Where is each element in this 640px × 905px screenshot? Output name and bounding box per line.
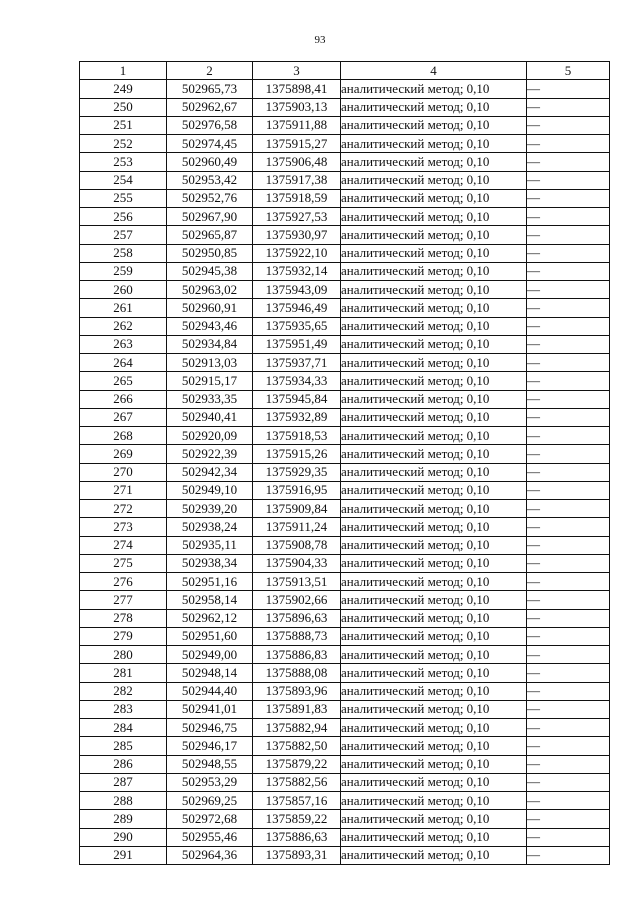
point-number-cell: 270: [80, 463, 167, 481]
coord-y-cell: 1375859,22: [253, 810, 341, 828]
method-accuracy-cell: аналитический метод; 0,10: [341, 554, 527, 572]
point-number-cell: 263: [80, 335, 167, 353]
note-cell: —: [527, 354, 610, 372]
method-accuracy-cell: аналитический метод; 0,10: [341, 171, 527, 189]
table-row: [80, 810, 610, 828]
table-row: [80, 390, 610, 408]
coord-y-cell: 1375918,53: [253, 427, 341, 445]
coord-y-cell: 1375916,95: [253, 481, 341, 499]
table-row: [80, 609, 610, 627]
coord-x-cell: 502972,68: [167, 810, 253, 828]
note-cell: —: [527, 189, 610, 207]
coord-y-cell: 1375943,09: [253, 281, 341, 299]
point-number-cell: 277: [80, 591, 167, 609]
header-cell-2: 2: [167, 62, 253, 80]
coord-x-cell: 502960,49: [167, 153, 253, 171]
table-row: [80, 846, 610, 864]
table-row: [80, 208, 610, 226]
coord-x-cell: 502934,84: [167, 335, 253, 353]
coord-y-cell: 1375922,10: [253, 244, 341, 262]
method-accuracy-cell: аналитический метод; 0,10: [341, 828, 527, 846]
note-cell: —: [527, 98, 610, 116]
point-number-cell: 289: [80, 810, 167, 828]
point-number-cell: 255: [80, 189, 167, 207]
point-number-cell: 283: [80, 700, 167, 718]
coord-x-cell: 502965,73: [167, 80, 253, 98]
note-cell: —: [527, 773, 610, 791]
method-accuracy-cell: аналитический метод; 0,10: [341, 773, 527, 791]
table-row: [80, 627, 610, 645]
coord-x-cell: 502915,17: [167, 372, 253, 390]
coord-y-cell: 1375893,31: [253, 846, 341, 864]
note-cell: —: [527, 664, 610, 682]
table-row: [80, 262, 610, 280]
method-accuracy-cell: аналитический метод; 0,10: [341, 646, 527, 664]
method-accuracy-cell: аналитический метод; 0,10: [341, 354, 527, 372]
note-cell: —: [527, 737, 610, 755]
method-accuracy-cell: аналитический метод; 0,10: [341, 335, 527, 353]
note-cell: —: [527, 646, 610, 664]
table-row: [80, 536, 610, 554]
coord-y-cell: 1375932,89: [253, 408, 341, 426]
coord-x-cell: 502922,39: [167, 445, 253, 463]
point-number-cell: 267: [80, 408, 167, 426]
coord-x-cell: 502953,29: [167, 773, 253, 791]
coord-x-cell: 502946,75: [167, 719, 253, 737]
note-cell: —: [527, 408, 610, 426]
coord-y-cell: 1375913,51: [253, 573, 341, 591]
point-number-cell: 280: [80, 646, 167, 664]
table-row: [80, 573, 610, 591]
note-cell: —: [527, 846, 610, 864]
method-accuracy-cell: аналитический метод; 0,10: [341, 299, 527, 317]
coord-y-cell: 1375909,84: [253, 500, 341, 518]
table-row: [80, 153, 610, 171]
coord-x-cell: 502969,25: [167, 792, 253, 810]
coord-x-cell: 502958,14: [167, 591, 253, 609]
method-accuracy-cell: аналитический метод; 0,10: [341, 463, 527, 481]
table-row: [80, 98, 610, 116]
note-cell: —: [527, 719, 610, 737]
point-number-cell: 254: [80, 171, 167, 189]
coord-y-cell: 1375945,84: [253, 390, 341, 408]
method-accuracy-cell: аналитический метод; 0,10: [341, 719, 527, 737]
method-accuracy-cell: аналитический метод; 0,10: [341, 116, 527, 134]
note-cell: —: [527, 518, 610, 536]
method-accuracy-cell: аналитический метод; 0,10: [341, 445, 527, 463]
coord-y-cell: 1375896,63: [253, 609, 341, 627]
coord-y-cell: 1375879,22: [253, 755, 341, 773]
point-number-cell: 291: [80, 846, 167, 864]
note-cell: —: [527, 116, 610, 134]
coord-y-cell: 1375891,83: [253, 700, 341, 718]
coord-y-cell: 1375930,97: [253, 226, 341, 244]
note-cell: —: [527, 536, 610, 554]
coord-x-cell: 502955,46: [167, 828, 253, 846]
point-number-cell: 278: [80, 609, 167, 627]
note-cell: —: [527, 226, 610, 244]
method-accuracy-cell: аналитический метод; 0,10: [341, 846, 527, 864]
coord-y-cell: 1375886,63: [253, 828, 341, 846]
point-number-cell: 273: [80, 518, 167, 536]
coord-x-cell: 502963,02: [167, 281, 253, 299]
method-accuracy-cell: аналитический метод; 0,10: [341, 609, 527, 627]
table-row: [80, 591, 610, 609]
point-number-cell: 269: [80, 445, 167, 463]
point-number-cell: 265: [80, 372, 167, 390]
point-number-cell: 251: [80, 116, 167, 134]
method-accuracy-cell: аналитический метод; 0,10: [341, 737, 527, 755]
method-accuracy-cell: аналитический метод; 0,10: [341, 627, 527, 645]
point-number-cell: 272: [80, 500, 167, 518]
coord-y-cell: 1375932,14: [253, 262, 341, 280]
page-number: 93: [314, 34, 326, 46]
header-cell-5: 5: [527, 62, 610, 80]
method-accuracy-cell: аналитический метод; 0,10: [341, 244, 527, 262]
table-row: [80, 737, 610, 755]
note-cell: —: [527, 262, 610, 280]
coord-x-cell: 502962,67: [167, 98, 253, 116]
point-number-cell: 290: [80, 828, 167, 846]
note-cell: —: [527, 317, 610, 335]
method-accuracy-cell: аналитический метод; 0,10: [341, 262, 527, 280]
note-cell: —: [527, 810, 610, 828]
point-number-cell: 262: [80, 317, 167, 335]
method-accuracy-cell: аналитический метод; 0,10: [341, 226, 527, 244]
note-cell: —: [527, 591, 610, 609]
method-accuracy-cell: аналитический метод; 0,10: [341, 372, 527, 390]
coord-y-cell: 1375893,96: [253, 682, 341, 700]
method-accuracy-cell: аналитический метод; 0,10: [341, 281, 527, 299]
note-cell: —: [527, 335, 610, 353]
note-cell: —: [527, 171, 610, 189]
note-cell: —: [527, 627, 610, 645]
method-accuracy-cell: аналитический метод; 0,10: [341, 208, 527, 226]
table-row: [80, 135, 610, 153]
method-accuracy-cell: аналитический метод; 0,10: [341, 317, 527, 335]
coord-y-cell: 1375886,83: [253, 646, 341, 664]
method-accuracy-cell: аналитический метод; 0,10: [341, 98, 527, 116]
coord-x-cell: 502939,20: [167, 500, 253, 518]
point-number-cell: 288: [80, 792, 167, 810]
coord-x-cell: 502938,34: [167, 554, 253, 572]
note-cell: —: [527, 554, 610, 572]
table-row: [80, 335, 610, 353]
coord-x-cell: 502962,12: [167, 609, 253, 627]
coord-y-cell: 1375935,65: [253, 317, 341, 335]
coord-x-cell: 502951,16: [167, 573, 253, 591]
table-row: [80, 244, 610, 262]
point-number-cell: 287: [80, 773, 167, 791]
table-row: [80, 719, 610, 737]
note-cell: —: [527, 390, 610, 408]
table-row: [80, 317, 610, 335]
table-row: [80, 700, 610, 718]
table-row: [80, 445, 610, 463]
point-number-cell: 286: [80, 755, 167, 773]
table-row: [80, 682, 610, 700]
coord-x-cell: 502976,58: [167, 116, 253, 134]
point-number-cell: 271: [80, 481, 167, 499]
coordinates-table: [79, 61, 610, 865]
point-number-cell: 260: [80, 281, 167, 299]
method-accuracy-cell: аналитический метод; 0,10: [341, 481, 527, 499]
coord-x-cell: 502949,00: [167, 646, 253, 664]
note-cell: —: [527, 500, 610, 518]
note-cell: —: [527, 80, 610, 98]
coord-x-cell: 502920,09: [167, 427, 253, 445]
coord-y-cell: 1375902,66: [253, 591, 341, 609]
note-cell: —: [527, 372, 610, 390]
note-cell: —: [527, 609, 610, 627]
coord-x-cell: 502913,03: [167, 354, 253, 372]
point-number-cell: 252: [80, 135, 167, 153]
coord-x-cell: 502935,11: [167, 536, 253, 554]
point-number-cell: 257: [80, 226, 167, 244]
note-cell: —: [527, 700, 610, 718]
table-row: [80, 773, 610, 791]
table-row: [80, 792, 610, 810]
table-row: [80, 354, 610, 372]
coord-x-cell: 502940,41: [167, 408, 253, 426]
table-row: [80, 281, 610, 299]
table-row: [80, 664, 610, 682]
coord-y-cell: 1375911,88: [253, 116, 341, 134]
coord-x-cell: 502952,76: [167, 189, 253, 207]
coord-x-cell: 502965,87: [167, 226, 253, 244]
coord-x-cell: 502950,85: [167, 244, 253, 262]
table-row: [80, 116, 610, 134]
method-accuracy-cell: аналитический метод; 0,10: [341, 189, 527, 207]
note-cell: —: [527, 463, 610, 481]
coord-y-cell: 1375882,56: [253, 773, 341, 791]
method-accuracy-cell: аналитический метод; 0,10: [341, 153, 527, 171]
coord-y-cell: 1375857,16: [253, 792, 341, 810]
note-cell: —: [527, 153, 610, 171]
coord-y-cell: 1375946,49: [253, 299, 341, 317]
coord-y-cell: 1375888,73: [253, 627, 341, 645]
note-cell: —: [527, 244, 610, 262]
coord-y-cell: 1375882,94: [253, 719, 341, 737]
coord-x-cell: 502951,60: [167, 627, 253, 645]
coord-x-cell: 502942,34: [167, 463, 253, 481]
method-accuracy-cell: аналитический метод; 0,10: [341, 536, 527, 554]
point-number-cell: 284: [80, 719, 167, 737]
note-cell: —: [527, 135, 610, 153]
coord-x-cell: 502974,45: [167, 135, 253, 153]
coord-x-cell: 502945,38: [167, 262, 253, 280]
method-accuracy-cell: аналитический метод; 0,10: [341, 500, 527, 518]
table-row: [80, 518, 610, 536]
coord-y-cell: 1375882,50: [253, 737, 341, 755]
coord-y-cell: 1375915,27: [253, 135, 341, 153]
point-number-cell: 258: [80, 244, 167, 262]
coord-y-cell: 1375906,48: [253, 153, 341, 171]
coord-y-cell: 1375918,59: [253, 189, 341, 207]
point-number-cell: 285: [80, 737, 167, 755]
coord-y-cell: 1375929,35: [253, 463, 341, 481]
point-number-cell: 259: [80, 262, 167, 280]
coord-y-cell: 1375911,24: [253, 518, 341, 536]
point-number-cell: 264: [80, 354, 167, 372]
coord-x-cell: 502946,17: [167, 737, 253, 755]
table-row: [80, 500, 610, 518]
method-accuracy-cell: аналитический метод; 0,10: [341, 810, 527, 828]
table-row: [80, 554, 610, 572]
table-row: [80, 828, 610, 846]
coord-y-cell: 1375951,49: [253, 335, 341, 353]
table-row: [80, 299, 610, 317]
note-cell: —: [527, 427, 610, 445]
table-row: [80, 646, 610, 664]
coord-y-cell: 1375908,78: [253, 536, 341, 554]
method-accuracy-cell: аналитический метод; 0,10: [341, 80, 527, 98]
method-accuracy-cell: аналитический метод; 0,10: [341, 427, 527, 445]
table-row: [80, 481, 610, 499]
coord-x-cell: 502964,36: [167, 846, 253, 864]
table-row: [80, 226, 610, 244]
method-accuracy-cell: аналитический метод; 0,10: [341, 135, 527, 153]
point-number-cell: 282: [80, 682, 167, 700]
coord-y-cell: 1375903,13: [253, 98, 341, 116]
note-cell: —: [527, 755, 610, 773]
method-accuracy-cell: аналитический метод; 0,10: [341, 518, 527, 536]
note-cell: —: [527, 792, 610, 810]
point-number-cell: 279: [80, 627, 167, 645]
note-cell: —: [527, 573, 610, 591]
point-number-cell: 253: [80, 153, 167, 171]
method-accuracy-cell: аналитический метод; 0,10: [341, 664, 527, 682]
coord-y-cell: 1375915,26: [253, 445, 341, 463]
coord-x-cell: 502938,24: [167, 518, 253, 536]
header-cell-3: 3: [253, 62, 341, 80]
point-number-cell: 281: [80, 664, 167, 682]
coord-x-cell: 502967,90: [167, 208, 253, 226]
coord-y-cell: 1375937,71: [253, 354, 341, 372]
point-number-cell: 275: [80, 554, 167, 572]
coord-y-cell: 1375934,33: [253, 372, 341, 390]
note-cell: —: [527, 682, 610, 700]
note-cell: —: [527, 281, 610, 299]
point-number-cell: 256: [80, 208, 167, 226]
point-number-cell: 250: [80, 98, 167, 116]
table-row: [80, 408, 610, 426]
point-number-cell: 276: [80, 573, 167, 591]
coord-x-cell: 502960,91: [167, 299, 253, 317]
coord-x-cell: 502933,35: [167, 390, 253, 408]
note-cell: —: [527, 208, 610, 226]
coord-x-cell: 502948,55: [167, 755, 253, 773]
table-row: [80, 80, 610, 98]
table-row: [80, 755, 610, 773]
coord-x-cell: 502948,14: [167, 664, 253, 682]
note-cell: —: [527, 299, 610, 317]
table-row: [80, 463, 610, 481]
table-header-row: [80, 62, 610, 80]
point-number-cell: 268: [80, 427, 167, 445]
point-number-cell: 249: [80, 80, 167, 98]
header-cell-4: 4: [341, 62, 527, 80]
note-cell: —: [527, 481, 610, 499]
table-row: [80, 189, 610, 207]
method-accuracy-cell: аналитический метод; 0,10: [341, 591, 527, 609]
coord-x-cell: 502941,01: [167, 700, 253, 718]
coord-y-cell: 1375917,38: [253, 171, 341, 189]
table-row: [80, 372, 610, 390]
table-row: [80, 427, 610, 445]
method-accuracy-cell: аналитический метод; 0,10: [341, 390, 527, 408]
coord-x-cell: 502944,40: [167, 682, 253, 700]
method-accuracy-cell: аналитический метод; 0,10: [341, 792, 527, 810]
coord-y-cell: 1375898,41: [253, 80, 341, 98]
note-cell: —: [527, 828, 610, 846]
point-number-cell: 261: [80, 299, 167, 317]
method-accuracy-cell: аналитический метод; 0,10: [341, 408, 527, 426]
coord-y-cell: 1375927,53: [253, 208, 341, 226]
header-cell-1: 1: [80, 62, 167, 80]
method-accuracy-cell: аналитический метод; 0,10: [341, 682, 527, 700]
point-number-cell: 266: [80, 390, 167, 408]
method-accuracy-cell: аналитический метод; 0,10: [341, 755, 527, 773]
coord-x-cell: 502949,10: [167, 481, 253, 499]
coord-x-cell: 502943,46: [167, 317, 253, 335]
table-row: [80, 171, 610, 189]
method-accuracy-cell: аналитический метод; 0,10: [341, 573, 527, 591]
point-number-cell: 274: [80, 536, 167, 554]
note-cell: —: [527, 445, 610, 463]
method-accuracy-cell: аналитический метод; 0,10: [341, 700, 527, 718]
coord-y-cell: 1375904,33: [253, 554, 341, 572]
table-body: [80, 80, 610, 865]
coord-x-cell: 502953,42: [167, 171, 253, 189]
coord-y-cell: 1375888,08: [253, 664, 341, 682]
